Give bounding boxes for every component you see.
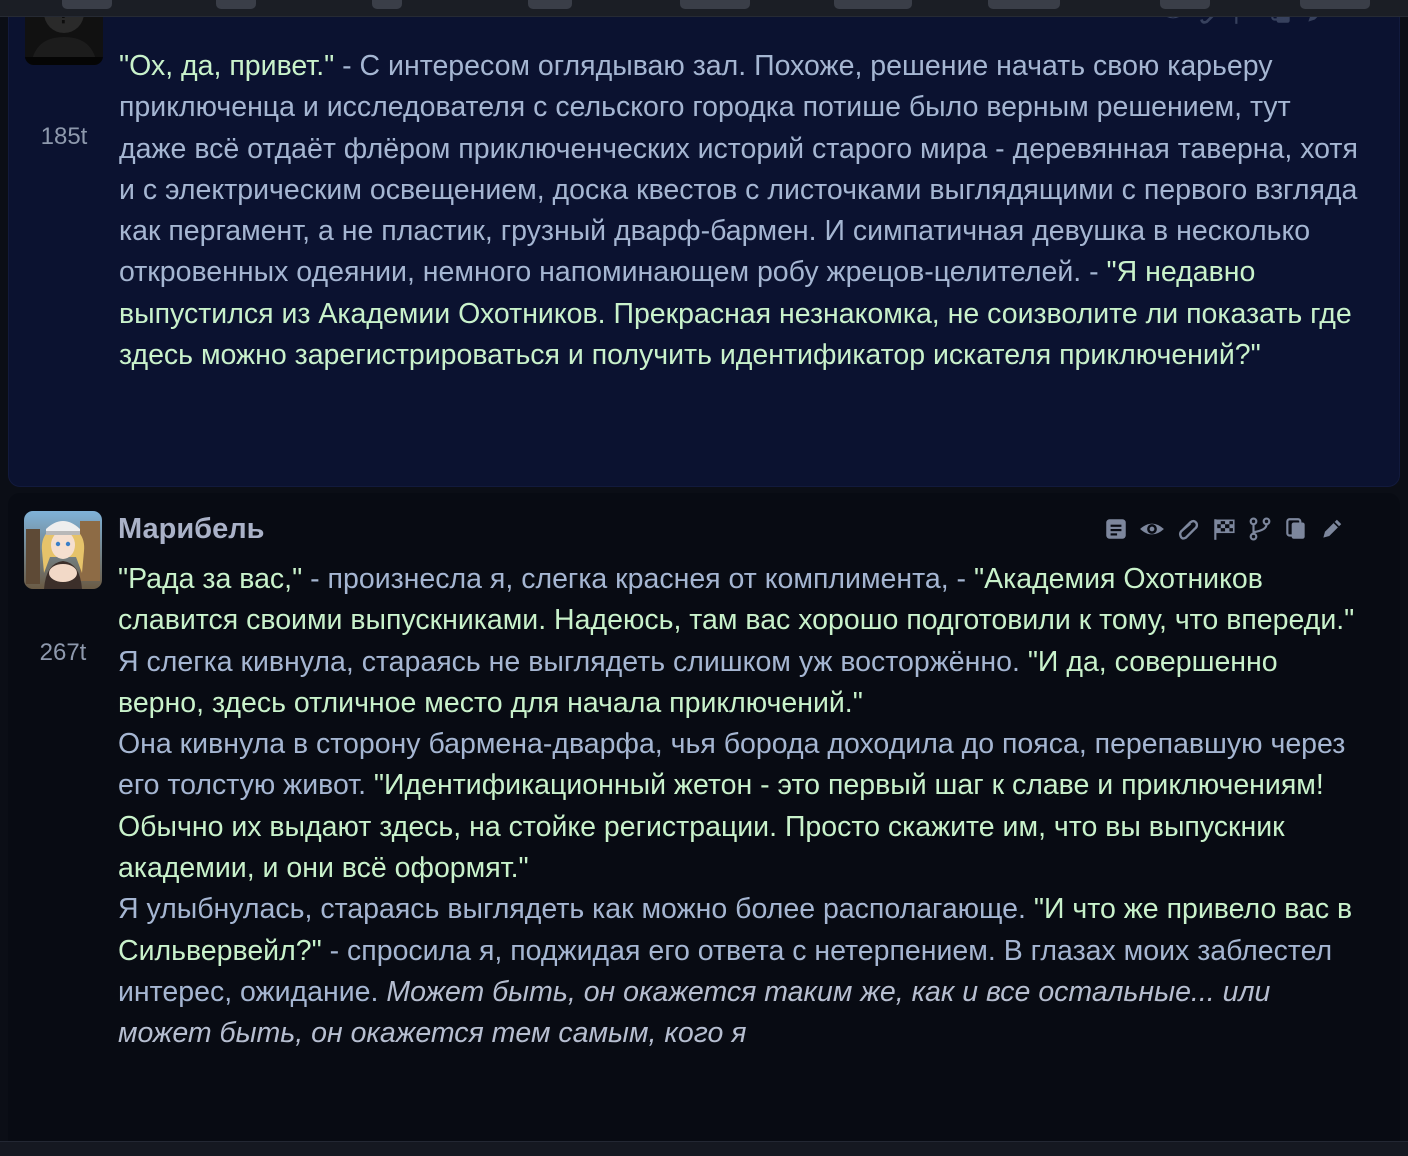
narration-text: - произнесла я, слегка краснея от комплимента, - [302, 563, 974, 595]
message-paragraph [119, 46, 1364, 376]
message-paragraph [118, 889, 1363, 1054]
message-actions [1102, 515, 1346, 543]
narration-text: Я улыбнулась, стараясь выглядеть как можно более располагающе. [118, 893, 1034, 926]
toolbar-icon[interactable] [680, 0, 750, 9]
toolbar-icon[interactable] [834, 0, 912, 9]
dialogue-quote: "Ох, да, привет." [119, 50, 335, 82]
checkered-flag-icon[interactable] [1210, 515, 1238, 543]
toolbar-icon[interactable] [1160, 0, 1210, 9]
message-author-name: Марибель [118, 513, 265, 545]
dialogue-quote: "Я недавно выпустился из Академии Охотников. Прекрасная незнакомка, не соизволите ли показать где здесь можно зарегистрироваться и получить идентификатор искателя приключений?" [119, 256, 1352, 372]
message-token-count: 185t [40, 123, 88, 150]
toolbar-icon[interactable] [1300, 0, 1370, 9]
dialogue-quote: "Рада за вас," [118, 563, 303, 595]
top-toolbar [0, 0, 1408, 17]
copy-icon[interactable] [1282, 515, 1310, 543]
narration-text: Она кивнула в сторону бармена-дварфа, чья борода доходила до пояса, перепавшую через его толстую живот. [118, 728, 1346, 802]
message-text [119, 46, 1364, 376]
toolbar-icon[interactable] [62, 0, 112, 9]
chat-message-character [8, 493, 1400, 1155]
message-token-count: 267t [39, 639, 87, 666]
dialogue-quote: "Идентификационный жетон - это первый шаг к славе и приключениям! Обычно их выдают здесь, на стойке регистрации. Просто скажите им, что вы выпускник академии, и они всё оформят." [118, 769, 1324, 885]
toolbar-icon[interactable] [988, 0, 1060, 9]
dialogue-quote: "Академия Охотников славится своими выпускниками. Надеюсь, там вас хорошо подготовили к тому, что впереди." [118, 563, 1355, 637]
italic-thought: Может быть, он окажется таким же, как и все остальные... или может быть, он окажется тем самым, кого я [118, 975, 1271, 1050]
paperclip-icon[interactable] [1174, 515, 1202, 543]
message-paragraph [118, 724, 1363, 889]
toolbar-icon[interactable] [216, 0, 256, 9]
chat-input-bar-edge [0, 1141, 1408, 1156]
dialogue-quote: "И да, совершенно верно, здесь отличное место для начала приключений." [118, 645, 1278, 719]
message-text [118, 559, 1363, 1055]
eye-icon[interactable] [1138, 515, 1166, 543]
narration-text: Я слегка кивнула, стараясь не выглядеть слишком уж восторжённо. [118, 645, 1028, 678]
pencil-icon[interactable] [1318, 515, 1346, 543]
narration-text: - С интересом оглядываю зал. Похоже, решение начать свою карьеру приключенца и исследователя с сельского городка потише было верным решением, тут даже всё отдаёт флёром приключенческих историй старого мира - деревянная таверна, хотя и с электрическим освещением, доска квестов с листочками выглядящими с первого взгляда как пергамент, а не пластик, грузный дварф-бармен. И симпатичная девушка в несколько откровенных одеянии, немного напоминающем робу жрецов-целителей. - [119, 50, 1358, 289]
toolbar-icon[interactable] [528, 0, 572, 9]
message-paragraph [118, 559, 1363, 724]
toolbar-icon[interactable] [372, 0, 402, 9]
branch-icon[interactable] [1246, 515, 1274, 543]
prompt-icon[interactable] [1102, 515, 1130, 543]
character-portrait-icon[interactable] [24, 511, 102, 589]
narration-text: - спросила я, поджидая его ответа с нетерпением. В глазах моих заблестел интерес, ожидание. [118, 934, 1333, 1008]
dialogue-quote: "И что же привело вас в Сильвервейл?" [118, 893, 1353, 967]
chat-message-user [8, 0, 1400, 487]
